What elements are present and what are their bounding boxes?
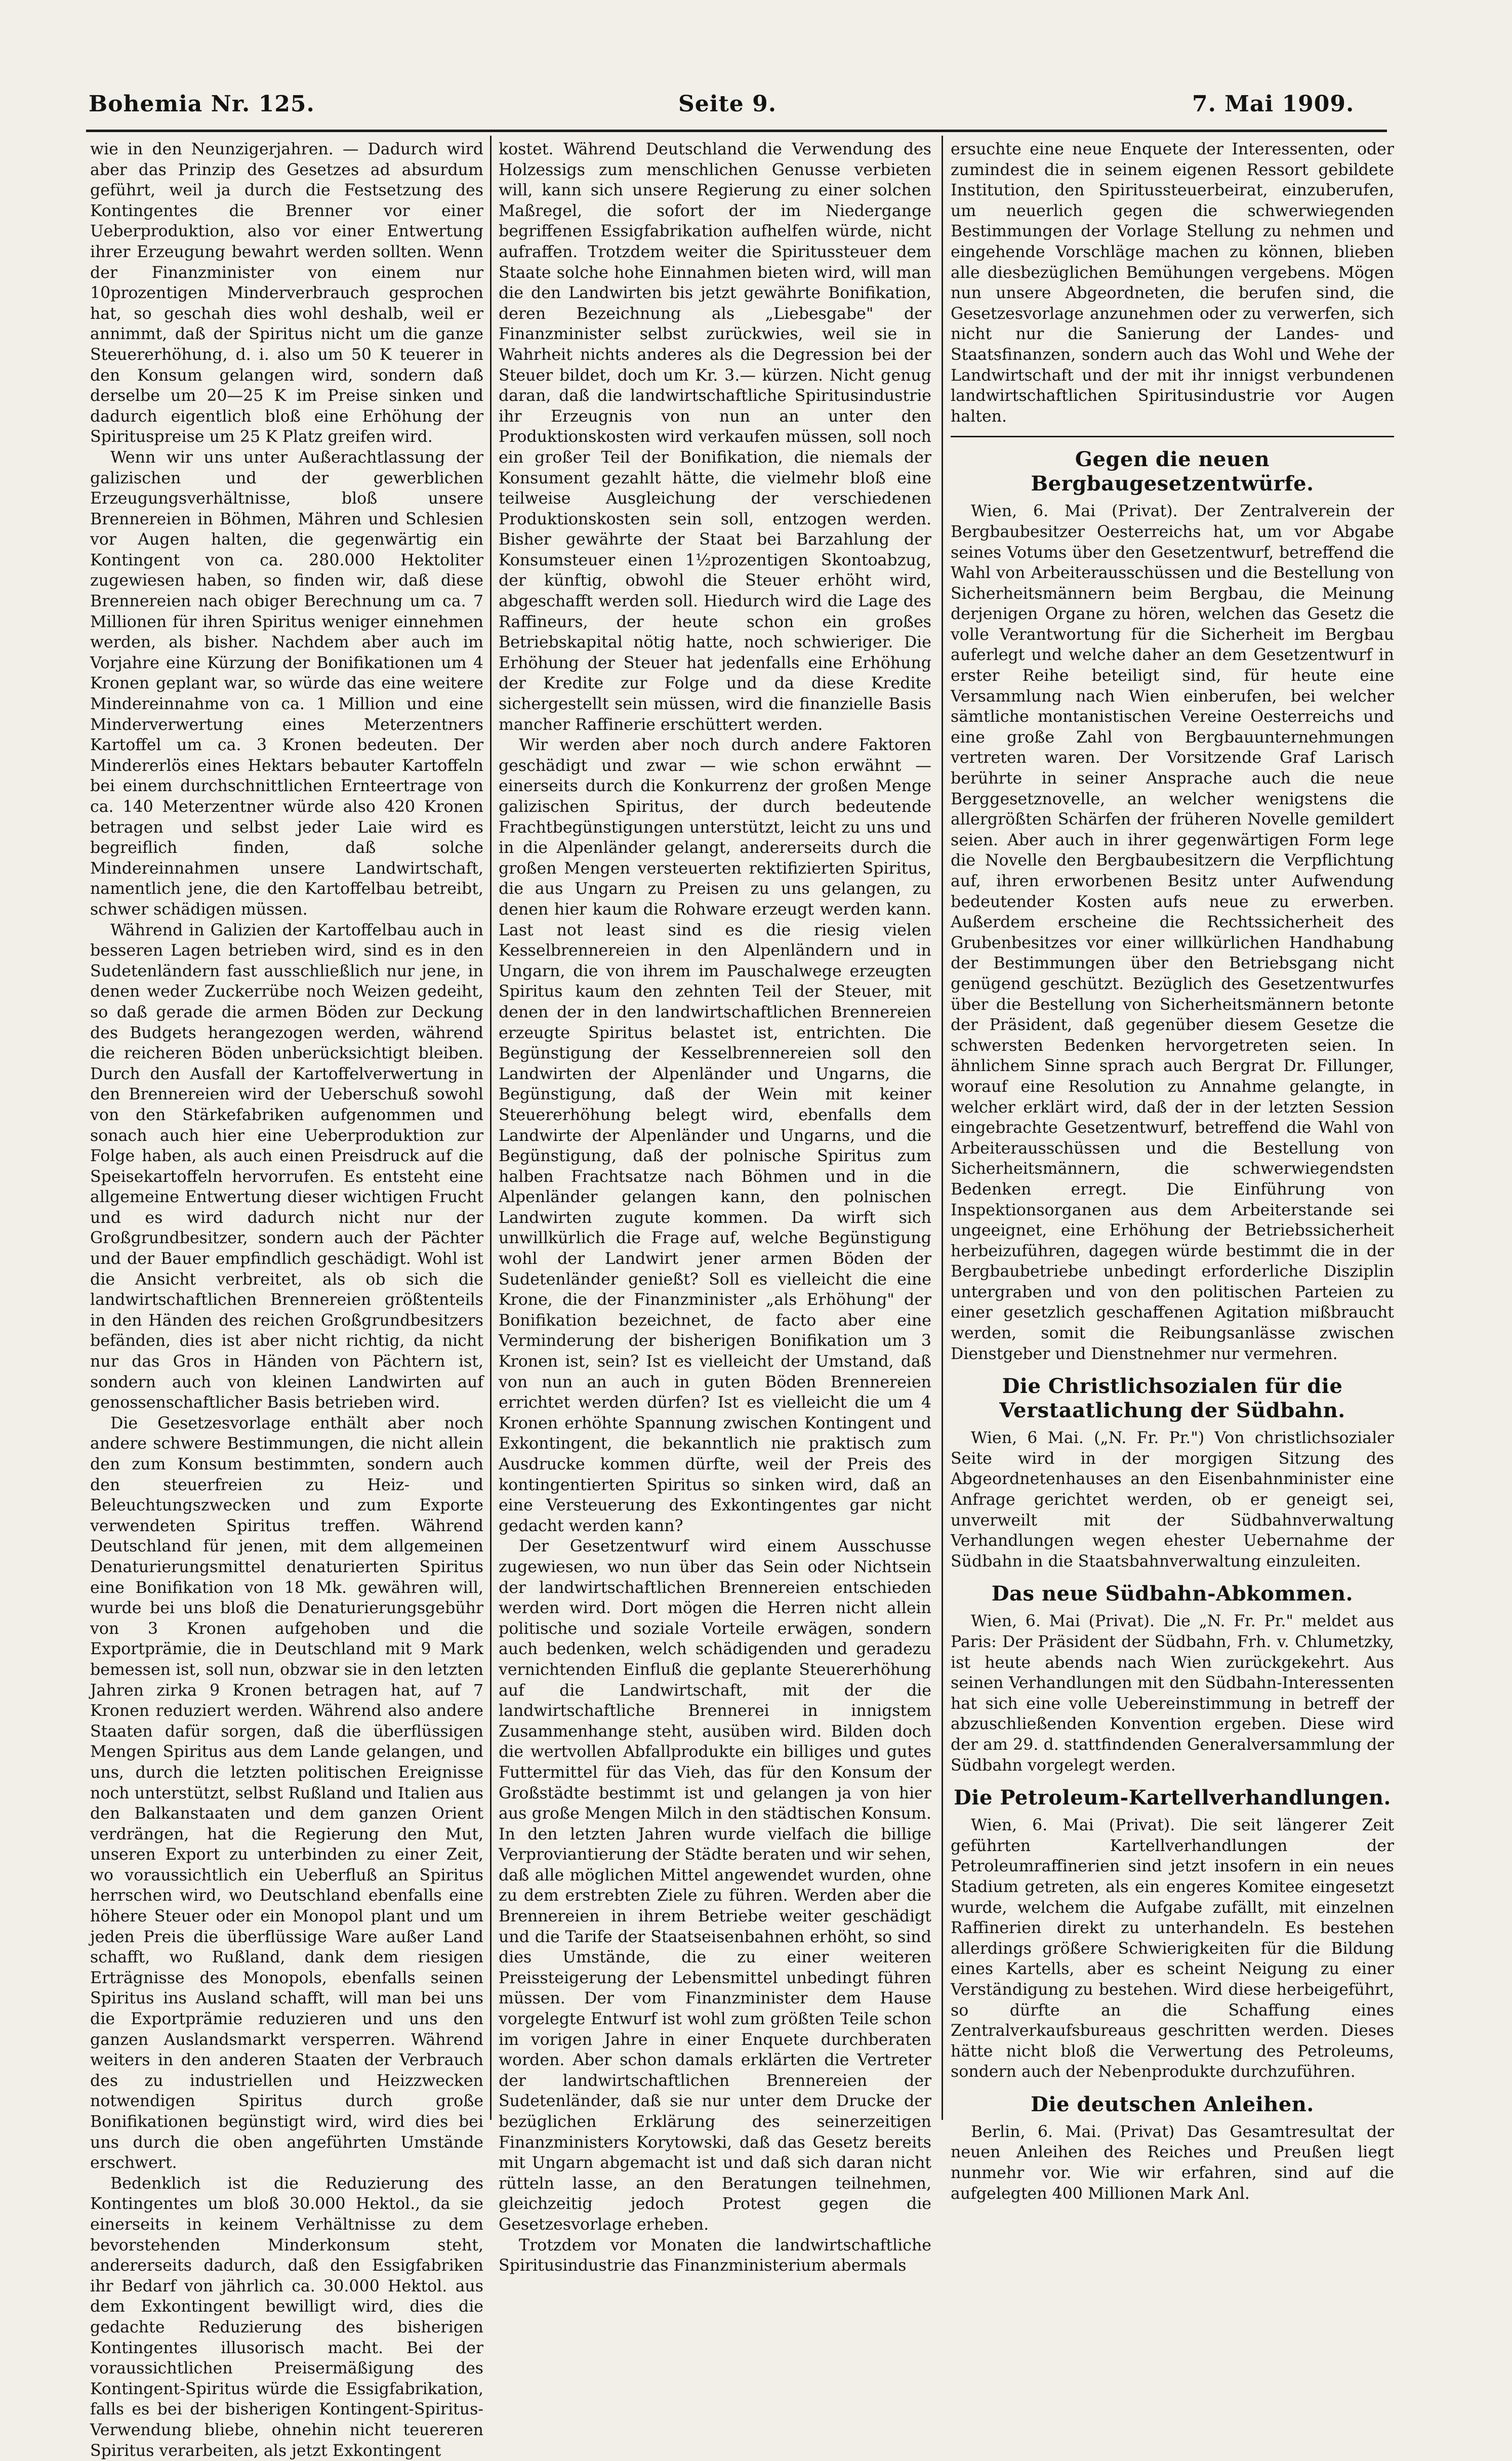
headline-suedbahn-abkommen: Das neue Südbahn-Abkommen. (991, 1582, 1354, 1606)
article-separator (951, 436, 1394, 437)
masthead-issue: Bohemia Nr. 125. (89, 91, 315, 117)
column-3 (951, 139, 1394, 2204)
column-2 (499, 139, 931, 2276)
paragraph: Die Gesetzesvorlage enthält aber noch andere schwere Bestimmungen, die nicht allein den zum Konsum bestimmten, sondern auch den steuerfreien zu Heiz- und Beleuchtungszwecken und zum Exporte verwendeten Spiritus treffen. Während Deutschland für jenen, mit dem allgemeinen Denaturierungsmittel denaturierten Spiritus eine Bonifikation von 18 Mk. gewähren will, wurde bei uns bloß die Denaturierungsgebühr von 3 Kronen aufgehoben und die Exportprämie, die in Deutschland mit 9 Mark bemessen ist, soll nun, obzwar sie in den letzten Jahren zirka 9 Kronen betragen hat, auf 7 Kronen reduziert werden. Während also andere Staaten dafür sorgen, daß die überflüssigen Mengen Spiritus aus dem Lande gelangen, und uns, durch die letzten politischen Ereignisse noch unterstützt, selbst Rußland und Italien aus den Balkanstaaten und dem ganzen Orient verdrängen, hat die Regierung den Mut, unseren Export zu unterbinden zu einer Zeit, wo voraussichtlich ein Ueberfluß an Spiritus herrschen wird, wo Deutschland ebenfalls eine höhere Steuer oder ein Monopol plant und um jeden Preis die überflüssige Ware außer Land schafft, wo Rußland, dank dem riesigen Erträgnisse des Monopols, ebenfalls seinen Spiritus ins Ausland schafft, will man bei uns die Exportprämie reduzieren und uns den ganzen Auslandsmarkt versperren. Während weiters in den anderen Staaten der Verbrauch des zu industriellen und Heizzwecken notwendigen Spiritus durch große Bonifikationen begünstigt wird, wird dies bei uns durch die oben angeführten Umstände erschwert. (90, 1414, 483, 2172)
headline-bergbau: Gegen die neuen Bergbaugesetzentwürfe. (1031, 447, 1314, 496)
paragraph: Wenn wir uns unter Außerachtlassung der galizischen und der gewerblichen Erzeugungsverhältnisse, bloß unsere Brennereien in Böhmen, Mähren und Schlesien vor Augen halten, die gegenwärtig ein Kontingent von ca. 280.000 Hektoliter zugewiesen haben, so finden wir, daß diese Brennereien nach obiger Berechnung um ca. 7 Millionen für ihren Spiritus weniger einnehmen werden, als bisher. Nachdem aber auch im Vorjahre eine Kürzung der Bonifikationen um 4 Kronen geplant war, so würde das eine weitere Mindereinnahme von ca. 1 Million und eine Minderverwertung eines Meterzentners Kartoffel um ca. 3 Kronen bedeuten. Der Mindererlös eines Hektars bebauter Kartoffeln bei einem durchschnittlichen Ernteertrage von ca. 140 Meterzentner würde also 420 Kronen betragen und selbst jeder Laie wird es begreiflich finden, daß solche Mindereinnahmen unsere Landwirtschaft, namentlich jene, die den Kartoffelbau betreibt, schwer schädigen müssen. (90, 448, 483, 919)
column-divider-1 (490, 136, 492, 2120)
paragraph: ersuchte eine neue Enquete der Interessenten, oder zumindest die in seinem eigenen Ressort gebildete Institution, den Spiritussteuerbeirat, einzuberufen, um neuerlich gegen die schwerwiegenden Bestimmungen der Vorlage Stellung zu nehmen und eingehende Vorschläge machen zu können, blieben alle diesbezüglichen Bemühungen vergebens. Mögen nun unsere Abgeordneten, die berufen sind, die Gesetzesvorlage anzunehmen oder zu verwerfen, sich nicht nur die Sanierung der Landes- und Staatsfinanzen, sondern auch das Wohl und Wehe der Landwirtschaft und der mit ihr innigst verbundenen landwirtschaftlichen Spiritusindustrie vor Augen halten. (951, 140, 1394, 426)
paragraph: Der Gesetzentwurf wird einem Ausschusse zugewiesen, wo nun über das Sein oder Nichtsein der landwirtschaftlichen Brennereien entschieden werden wird. Dort mögen die Herren nicht allein politische und soziale Vorteile erwägen, sondern auch bedenken, welch schädigenden und geradezu vernichtenden Einfluß die geplante Steuererhöhung auf die Landwirtschaft, mit der die landwirtschaftliche Brennerei in innigstem Zusammenhange steht, ausüben wird. Bilden doch die wertvollen Abfallprodukte ein billiges und gutes Futtermittel für das Vieh, das für den Konsum der Großstädte bestimmt ist und gelangen ja von hier aus große Mengen Milch in den städtischen Konsum. In den letzten Jahren wurde vielfach die billige Verproviantierung der Städte beraten und wir sehen, daß alle möglichen Mittel angewendet wurden, ohne zu dem erstrebten Ziele zu führen. Werden aber die Brennereien in ihrem Betriebe weiter geschädigt und die Tarife der Staatseisenbahnen erhöht, so sind dies Umstände, die zu einer weiteren Preissteigerung der Lebensmittel unbedingt führen müssen. Der vom Finanzminister dem Hause vorgelegte Entwurf ist wohl zum größten Teile schon im vorigen Jahre in einer Enquete durchberaten worden. Aber schon damals erklärten die Vertreter der landwirtschaftlichen Brennereien der Sudetenländer, daß sie nur unter dem Drucke der bezüglichen Erklärung des seinerzeitigen Finanzministers Korytowski, daß das Gesetz bereits mit Ungarn abgemacht ist und daß sich daran nicht rütteln lasse, an den Beratungen teilnehmen, gleichzeitig jedoch Protest gegen die Gesetzesvorlage erheben. (499, 1537, 931, 2234)
issue-date: 7. Mai 1909. (1192, 91, 1355, 117)
paragraph: wie in den Neunzigerjahren. — Dadurch wird aber das Prinzip des Gesetzes ad absurdum geführt, weil ja durch die Festsetzung des Kontingentes die Brenner vor einer Ueberproduktion, also vor einer Entwertung ihrer Erzeugung bewahrt werden sollten. Wenn der Finanzminister von einem nur 10prozentigen Minderverbrauch gesprochen hat, so geschah dies wohl deshalb, weil er annimmt, daß der Spiritus nicht um die ganze Steuererhöhung, d. i. also um 50 K teuerer in den Konsum gelangen wird, sondern daß derselbe um 20—25 K im Preise sinken und dadurch eigentlich bloß eine Erhöhung der Spirituspreise um 25 K Platz greifen wird. (90, 140, 483, 446)
headline-petroleum: Die Petroleum-Kartellverhandlungen. (954, 1786, 1391, 1810)
headline-suedbahn-verstaatlichung: Die Christlichsozialen für die Verstaatlichung der Südbahn. (999, 1374, 1345, 1423)
paragraph: Während in Galizien der Kartoffelbau auch in besseren Lagen betrieben wird, sind es in den Sudetenländern fast ausschließlich nur jene, in denen weder Zuckerrübe noch Weizen gedeiht, so daß gerade die armen Böden zur Deckung des Budgets herangezogen werden, während die reicheren Böden unberücksichtigt bleiben. Durch den Ausfall der Kartoffelverwertung in den Brennereien wird der Ueberschuß sowohl von den Stärkefabriken aufgenommen und sonach auch hier eine Ueberproduktion zur Folge haben, als auch einen Preisdruck auf die Speisekartoffeln hervorrufen. Es entsteht eine allgemeine Entwertung dieser wichtigen Frucht und es wird dadurch nicht nur der Großgrundbesitzer, sondern auch der Pächter und der Bauer empfindlich geschädigt. Wohl ist die Ansicht verbreitet, als ob sich die landwirtschaftlichen Brennereien größtenteils in den Händen des reichen Großgrundbesitzers befänden, dies ist aber nicht richtig, da nicht nur das Gros in Händen von Pächtern ist, sondern auch von kleinen Landwirten auf genossenschaftlicher Basis betrieben wird. (90, 921, 483, 1412)
paragraph: Bedenklich ist die Reduzierung des Kontingentes um bloß 30.000 Hektol., da sie einerseits in keinem Verhältnisse zu dem bevorstehenden Minderkonsum steht, andererseits dadurch, daß den Essigfabriken ihr Bedarf von jährlich ca. 30.000 Hektol. aus dem Exkontingent bewilligt wird, dies die gedachte Reduzierung des bisherigen Kontingentes illusorisch macht. Bei der voraussichtlichen Preisermäßigung des Kontingent-Spiritus würde die Essigfabrikation, falls es bei der bisherigen Kontingent-Spiritus-Verwendung bliebe, ohnehin nicht teuereren Spiritus verarbeiten, als jetzt Exkontingent (90, 2174, 483, 2460)
paragraph: kostet. Während Deutschland die Verwendung des Holzessigs zum menschlichen Genusse verbieten will, kann sich unsere Regierung zu einer solchen Maßregel, die sofort der im Niedergange begriffenen Essigfabrikation aufhelfen würde, nicht aufraffen. Trotzdem weiter die Spiritussteuer dem Staate solche hohe Einnahmen bieten wird, will man die den Landwirten bis jetzt gewährte Bonifikation, deren Bezeichnung als „Liebesgabe" der Finanzminister selbst zurückwies, weil sie in Wahrheit nichts anderes als die Degression bei der Steuer bildet, doch um Kr. 3.— kürzen. Nicht genug daran, daß die landwirtschaftliche Spiritusindustrie ihr Erzeugnis von nun an unter den Produktionskosten wird verkaufen müssen, soll noch ein großer Teil der Bonifikation, die niemals der Konsument gezahlt hätte, die vielmehr bloß eine teilweise Ausgleichung der verschiedenen Produktionskosten sein soll, entzogen werden. Bisher gewährte der Staat bei Barzahlung der Konsumsteuer einen 1½prozentigen Skontoabzug, der künftig, obwohl die Steuer erhöht wird, abgeschafft werden soll. Hiedurch wird die Lage des Raffineurs, der heute schon ein großes Betriebskapital nötig hatte, noch schwieriger. Die Erhöhung der Steuer hat jedenfalls eine Erhöhung der Kredite zur Folge und da diese Kredite sichergestellt sein müssen, wird die finanzielle Basis mancher Raffinerie erschüttert werden. (499, 140, 931, 734)
article-suedbahn-verstaatlichung: Wien, 6 Mai. („N. Fr. Pr.") Von christlichsozialer Seite wird in der morgigen Sitzung des Abgeordnetenhauses an den Eisenbahnminister eine Anfrage gerichtet werden, ob er geneigt sei, unverweilt mit der Südbahnverwaltung Verhandlungen wegen ehester Uebernahme der Südbahn in die Staatsbahnverwaltung einzuleiten. (951, 1429, 1394, 1571)
headline-anleihen: Die deutschen Anleihen. (1031, 2092, 1314, 2116)
article-suedbahn-abkommen: Wien, 6. Mai (Privat). Die „N. Fr. Pr." meldet aus Paris: Der Präsident der Südbahn, Frh. v. Chlumetzky, ist heute abends nach Wien zurückgekehrt. Aus seinen Verhandlungen mit den Südbahn-Interessenten hat sich eine volle Uebereinstimmung in betreff der abzuschließenden Konvention ergeben. Diese wird der am 29. d. stattfindenden Generalversammlung der Südbahn vorgelegt werden. (951, 1612, 1394, 1775)
column-divider-2 (942, 136, 943, 2120)
article-anleihen: Berlin, 6. Mai. (Privat) Das Gesamtresultat der neuen Anleihen des Reiches und Preußen liegt nunmehr vor. Wie wir erfahren, sind auf die aufgelegten 400 Millionen Mark Anl. (951, 2122, 1394, 2203)
paragraph: Wir werden aber noch durch andere Faktoren geschädigt und zwar — wie schon erwähnt — einerseits durch die Konkurrenz der großen Menge galizischen Spiritus, der durch bedeutende Frachtbegünstigungen unterstützt, leicht zu uns und in die Alpenländer gelangt, andererseits durch die großen Mengen versteuerten rektifizierten Spiritus, die aus Ungarn zu Preisen zu uns gelangen, zu denen hier kaum die Rohware erzeugt werden kann. Last not least sind es die riesig vielen Kesselbrennereien in den Alpenländern und in Ungarn, die von ihrem im Pauschalwege erzeugten Spiritus kaum den zehnten Teil der Steuer, mit denen der in den landwirtschaftlichen Brennereien erzeugte Spiritus belastet ist, entrichten. Die Begünstigung der Kesselbrennereien soll den Landwirten der Alpenländer und Ungarns, die Begünstigung, daß der Wein mit keiner Steuererhöhung belegt wird, ebenfalls dem Landwirte der Alpenländer und Ungarns, und die Begünstigung, daß der polnische Spiritus zum halben Frachtsatze nach Böhmen und in die Alpenländer gelangen kann, den polnischen Landwirten zugute kommen. Da wirft sich unwillkürlich die Frage auf, welche Begünstigung wohl der Landwirt jener armen Böden der Sudetenländer genießt? Soll es vielleicht die eine Krone, die der Finanzminister „als Erhöhung" der Bonifikation bezeichnet, de facto aber eine Verminderung der bisherigen Bonifikation um 3 Kronen ist, sein? Ist es vielleicht der Umstand, daß von nun an auch in guten Böden Brennereien errichtet werden dürfen? Ist es vielleicht die um 4 Kronen erhöhte Spannung zwischen Kontingent und Exkontingent, die bekanntlich nie praktisch zum Ausdrucke kommen dürfte, weil der Preis des kontingentierten Spiritus so sinken wird, daß an eine Versteuerung des Exkontingentes gar nicht gedacht werden kann? (499, 736, 931, 1535)
page-number: Seite 9. (678, 91, 777, 117)
article-bergbau: Wien, 6. Mai (Privat). Der Zentralverein der Bergbaubesitzer Oesterreichs hat, um vor Abgabe seines Votums über den Gesetzentwurf, betreffend die Wahl von Arbeiterausschüssen und die Bestellung von Sicherheitsmännern beim Bergbau, die Meinung derjenigen Organe zu hören, welchen das Gesetz die volle Verantwortung für die Sicherheit im Bergbau auferlegt und welche daher an dem Gesetzentwurf in erster Reihe beteiligt sind, für heute eine Versammlung nach Wien einberufen, bei welcher sämtliche montanistischen Vereine Oesterreichs und eine große Zahl von Bergbauunternehmungen vertreten waren. Der Vorsitzende Graf Larisch berührte in seiner Ansprache auch die neue Berggesetznovelle, an welcher wenigstens die allergrößten Schärfen der früheren Novelle gemildert seien. Aber auch in ihrer gegenwärtigen Form lege die Novelle den Bergbaubesitzern die Verpflichtung auf, ihren erworbenen Besitz unter Aufwendung bedeutender Kosten aufs neue zu erwerben. Außerdem erscheine die Rechtssicherheit des Grubenbesitzes vor einer willkürlichen Handhabung der Bestimmungen über den Betriebsgang nicht genügend geschützt. Bezüglich des Gesetzentwurfes über die Bestellung von Sicherheitsmännern betonte der Präsident, daß gegenüber diesem Gesetze die schwersten Bedenken hervorgetreten seien. In ähnlichem Sinne sprach auch Bergrat Dr. Fillunger, worauf eine Resolution zu Annahme gelangte, in welcher erklärt wird, daß der in der letzten Session eingebrachte Gesetzentwurf, betreffend die Wahl von Arbeiterausschüssen und die Bestellung von Sicherheitsmännern, die schwerwiegendsten Bedenken erregt. Die Einführung von Inspektionsorganen aus dem Arbeiterstande sei ungeeignet, eine Erhöhung der Betriebssicherheit herbeizuführen, dagegen würde bestimmt die in der Bergbaubetriebe unbedingt erforderliche Disziplin untergraben und von den politischen Parteien zu einer gesetzlich geschaffenen Agitation mißbraucht werden, somit die Reibungsanlässe zwischen Dienstgeber und Dienstnehmer nur vermehren. (951, 502, 1394, 1363)
paragraph: Trotzdem vor Monaten die landwirtschaftliche Spiritusindustrie das Finanzministerium abermals (499, 2236, 931, 2275)
article-petroleum: Wien, 6. Mai (Privat). Die seit längerer Zeit geführten Kartellverhandlungen der Petroleumraffinerien sind jetzt insofern in ein neues Stadium getreten, als ein engeres Komitee eingesetzt wurde, welchem die Aufgabe zufällt, mit einzelnen Raffinerien direkt zu unterhandeln. Es bestehen allerdings größere Schwierigkeiten für die Bildung eines Kartells, aber es scheint Neigung zu einer Verständigung zu bestehen. Wird diese herbeigeführt, so dürfte an die Schaffung eines Zentralverkaufsbureaus geschritten werden. Dieses hätte nicht bloß die Verwertung des Petroleums, sondern auch der Nebenprodukte durchzuführen. (951, 1816, 1394, 2081)
column-1 (90, 139, 483, 2461)
header-rule (86, 130, 1387, 132)
